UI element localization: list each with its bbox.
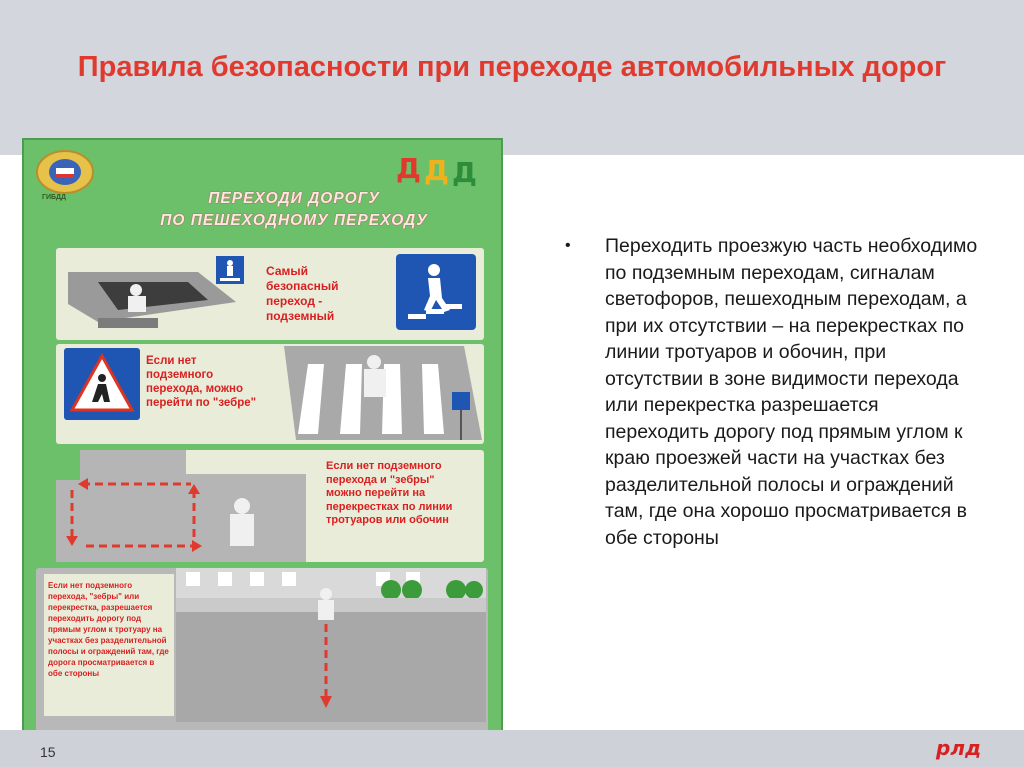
- svg-text:Д: Д: [424, 154, 449, 186]
- svg-text:Д: Д: [452, 156, 477, 186]
- pedestrian-crossing-sign-icon: [64, 348, 140, 420]
- emblem-label: ГИБДД: [42, 194, 67, 201]
- pedestrian-underpass-small-sign-icon: [216, 256, 244, 284]
- bullet-item: Переходить проезжую часть необходимо по подземным переходам, сигналам светофоров, пешеходным переходам, а при их отсутствии – на перекрестках по линии тротуаров и обочин, при отсутствии в зоне видимости перехода или перекрестка разрешается переходить дорогу под прямым углом к краю проезжей части на участках без разделительной полосы и ограждений там, где она хорошо просматривается в обе стороны: [605, 235, 978, 549]
- slide-footer: [0, 730, 1024, 767]
- rzd-logo-icon: [934, 735, 990, 761]
- slide-title: Правила безопасности при переходе автомобильных дорог: [77, 51, 947, 83]
- svg-text:Д: Д: [396, 152, 421, 185]
- panel-underground: [56, 248, 484, 340]
- svg-text:рлд: рлд: [936, 736, 982, 760]
- panel2-text: Если нет подземного перехода, можно перейти по "зебре": [146, 355, 257, 409]
- road-safety-poster: [22, 138, 503, 742]
- bullet-dot-icon: •: [565, 237, 571, 254]
- panel-zebra: [56, 344, 484, 444]
- gibdd-emblem-icon: [34, 148, 96, 196]
- poster-header: [114, 188, 474, 232]
- page-number: 15: [40, 744, 56, 760]
- panel3-text: Если нет подземного перехода и "зебры" можно перейти на перекрестках по линии тротуаров или обочин: [326, 460, 453, 526]
- intersection-illustration: [56, 450, 306, 562]
- panel-intersection: [56, 450, 484, 562]
- pedestrian-underpass-sign-icon: [396, 254, 476, 330]
- rzd-logo: [934, 735, 990, 766]
- poster-header-line1: ПЕРЕХОДИ ДОРОГУ: [208, 190, 380, 207]
- panel4-text: Если нет подземного перехода, "зебры" или перекрестка, разрешается переходить дорогу под прямым углом к тротуару на участках без разделительной полосы и ограждений там, где дорога просматривается в обе стороны: [48, 581, 169, 678]
- poster-header-line2: ПО ПЕШЕХОДНОМУ ПЕРЕХОДУ: [160, 212, 428, 229]
- zebra-crossing-illustration: [284, 344, 482, 444]
- perpendicular-crossing-illustration: [176, 568, 486, 734]
- panel1-text: Самый безопасный переход - подземный: [266, 264, 339, 323]
- ddd-logo-icon: [394, 150, 484, 186]
- panel-perpendicular: [36, 568, 488, 734]
